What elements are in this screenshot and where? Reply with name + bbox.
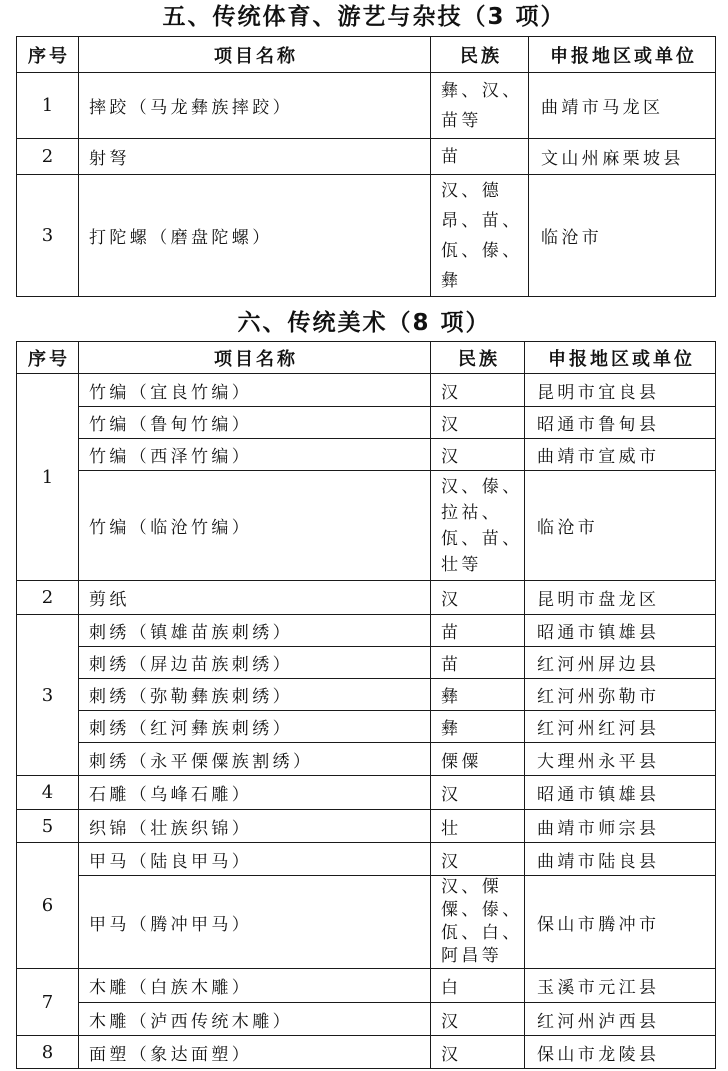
item-ethnicity-cell <box>431 615 525 647</box>
item-ethnicity: 汉 <box>441 1011 462 1032</box>
item-ethnicity: 汉 <box>441 447 462 467</box>
item-name: 织锦（壮族织锦） <box>79 810 431 843</box>
item-ethnicity-cell <box>431 374 525 407</box>
item-region: 保山市龙陵县 <box>525 1036 716 1069</box>
item-region: 大理州永平县 <box>525 743 716 776</box>
item-number: 4 <box>17 776 79 810</box>
item-region: 文山州麻栗坡县 <box>529 139 716 175</box>
table-row <box>17 175 716 297</box>
item-name: 竹编（鲁甸竹编） <box>79 407 431 439</box>
item-ethnicity-cell <box>431 175 529 297</box>
item-name: 摔跤（马龙彝族摔跤） <box>79 73 431 139</box>
item-ethnicity: 汉 <box>441 382 462 403</box>
item-name: 竹编（宜良竹编） <box>79 374 431 407</box>
item-ethnicity-cell <box>431 581 525 615</box>
item-name: 射弩 <box>79 139 431 175</box>
item-name: 木雕（泸西传统木雕） <box>79 1003 431 1036</box>
table-row <box>17 679 716 711</box>
sports-table <box>16 36 716 297</box>
item-ethnicity: 汉 <box>441 851 462 872</box>
item-ethnicity: 彝、汉、苗等 <box>441 80 523 131</box>
item-name: 打陀螺（磨盘陀螺） <box>79 175 431 297</box>
item-number: 3 <box>17 615 79 776</box>
item-name: 甲马（腾冲甲马） <box>79 876 431 969</box>
item-ethnicity-cell <box>431 407 525 439</box>
item-ethnicity-cell <box>431 73 529 139</box>
item-ethnicity: 傈僳 <box>441 751 482 772</box>
item-ethnicity-cell <box>431 843 525 876</box>
item-region: 昆明市宜良县 <box>525 374 716 407</box>
item-ethnicity-cell <box>431 876 525 969</box>
item-name: 刺绣（镇雄苗族刺绣） <box>79 615 431 647</box>
item-name: 木雕（白族木雕） <box>79 969 431 1003</box>
item-ethnicity: 苗 <box>441 623 462 643</box>
table-row <box>17 969 716 1003</box>
item-region: 红河州弥勒市 <box>525 679 716 711</box>
section-title-fine-arts: 六、传统美术（8 项） <box>237 310 491 336</box>
item-ethnicity-cell <box>431 1036 525 1069</box>
item-region: 昆明市盘龙区 <box>525 581 716 615</box>
item-ethnicity: 汉、傣、拉祜、佤、苗、壮等 <box>441 476 523 575</box>
table-header-row <box>17 37 716 73</box>
fine-arts-table <box>16 341 716 1069</box>
item-region: 昭通市镇雄县 <box>525 615 716 647</box>
item-ethnicity: 汉 <box>441 785 462 805</box>
table-row <box>17 1003 716 1036</box>
item-ethnicity: 汉 <box>441 415 462 435</box>
item-name: 甲马（陆良甲马） <box>79 843 431 876</box>
header-item-name: 项目名称 <box>79 342 431 374</box>
header-ethnicity: 民族 <box>431 37 529 73</box>
item-ethnicity: 白 <box>441 978 462 998</box>
header-region: 申报地区或单位 <box>525 342 716 374</box>
item-region: 临沧市 <box>529 175 716 297</box>
table-row <box>17 647 716 679</box>
table-row <box>17 810 716 843</box>
item-ethnicity-cell <box>431 647 525 679</box>
item-ethnicity-cell <box>431 743 525 776</box>
header-number: 序号 <box>17 37 79 73</box>
item-ethnicity: 苗 <box>441 146 462 167</box>
item-ethnicity-cell <box>431 711 525 743</box>
item-region: 曲靖市宣威市 <box>525 439 716 471</box>
table-row <box>17 776 716 810</box>
item-region: 红河州泸西县 <box>525 1003 716 1036</box>
table-row <box>17 471 716 581</box>
item-ethnicity: 汉 <box>441 1044 462 1065</box>
item-number: 8 <box>17 1036 79 1069</box>
item-ethnicity: 汉、德昂、苗、佤、傣、彝 <box>441 180 523 291</box>
item-ethnicity-cell <box>431 810 525 843</box>
item-ethnicity: 彝 <box>441 687 462 707</box>
table-row <box>17 876 716 969</box>
item-number: 6 <box>17 843 79 969</box>
item-name: 竹编（西泽竹编） <box>79 439 431 471</box>
item-number: 1 <box>17 374 79 581</box>
table-row <box>17 843 716 876</box>
table-row <box>17 711 716 743</box>
header-region: 申报地区或单位 <box>529 37 716 73</box>
item-ethnicity-cell <box>431 776 525 810</box>
item-ethnicity: 彝 <box>441 719 462 739</box>
item-name: 刺绣（弥勒彝族刺绣） <box>79 679 431 711</box>
item-ethnicity-cell <box>431 139 529 175</box>
header-number: 序号 <box>17 342 79 374</box>
item-ethnicity: 苗 <box>441 655 462 675</box>
item-ethnicity-cell <box>431 969 525 1003</box>
item-number: 5 <box>17 810 79 843</box>
item-number: 2 <box>17 581 79 615</box>
item-ethnicity-cell <box>431 679 525 711</box>
item-number: 3 <box>17 175 79 297</box>
item-name: 竹编（临沧竹编） <box>79 471 431 581</box>
table-row <box>17 439 716 471</box>
item-name: 刺绣（红河彝族刺绣） <box>79 711 431 743</box>
item-name: 刺绣（永平傈僳族割绣） <box>79 743 431 776</box>
item-ethnicity: 汉、傈僳、傣、佤、白、阿昌等 <box>441 877 523 966</box>
item-region: 昭通市镇雄县 <box>525 776 716 810</box>
item-ethnicity: 汉 <box>441 590 462 610</box>
item-region: 玉溪市元江县 <box>525 969 716 1003</box>
item-number: 2 <box>17 139 79 175</box>
item-name: 面塑（象达面塑） <box>79 1036 431 1069</box>
item-region: 曲靖市师宗县 <box>525 810 716 843</box>
item-region: 曲靖市陆良县 <box>525 843 716 876</box>
item-region: 临沧市 <box>525 471 716 581</box>
item-region: 保山市腾冲市 <box>525 876 716 969</box>
item-number: 1 <box>17 73 79 139</box>
item-ethnicity-cell <box>431 1003 525 1036</box>
item-region: 曲靖市马龙区 <box>529 73 716 139</box>
item-region: 红河州屏边县 <box>525 647 716 679</box>
table-row <box>17 139 716 175</box>
table-row <box>17 1036 716 1069</box>
item-number: 7 <box>17 969 79 1036</box>
table-row <box>17 374 716 407</box>
table-row <box>17 743 716 776</box>
table-row <box>17 73 716 139</box>
header-item-name: 项目名称 <box>79 37 431 73</box>
item-ethnicity: 壮 <box>441 818 462 839</box>
item-region: 昭通市鲁甸县 <box>525 407 716 439</box>
table-row <box>17 581 716 615</box>
header-ethnicity: 民族 <box>431 342 525 374</box>
item-ethnicity-cell <box>431 471 525 581</box>
item-ethnicity-cell <box>431 439 525 471</box>
section-title-sports: 五、传统体育、游艺与杂技（3 项） <box>162 4 566 30</box>
table-row <box>17 407 716 439</box>
table-row <box>17 615 716 647</box>
item-name: 石雕（乌峰石雕） <box>79 776 431 810</box>
item-name: 剪纸 <box>79 581 431 615</box>
item-region: 红河州红河县 <box>525 711 716 743</box>
item-name: 刺绣（屏边苗族刺绣） <box>79 647 431 679</box>
table-header-row <box>17 342 716 374</box>
